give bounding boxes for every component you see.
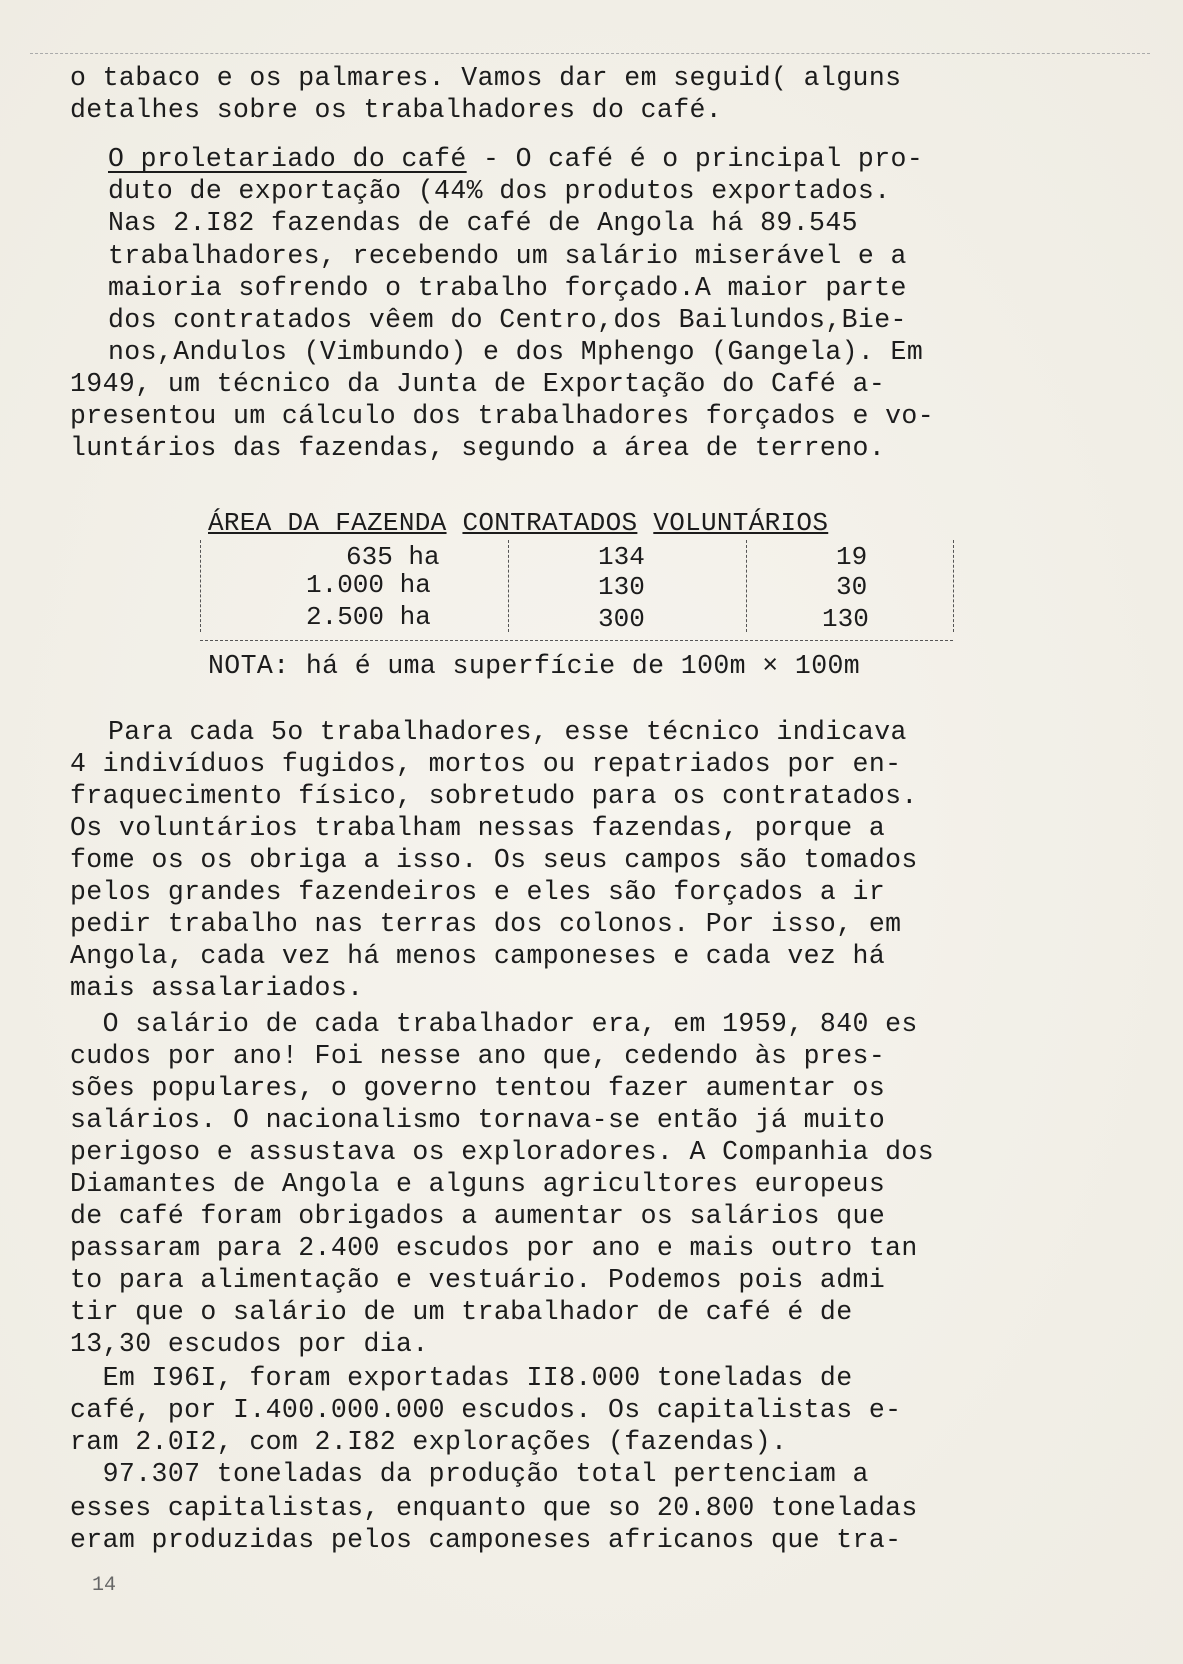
body-line-23: ram 2.0I2, com 2.I82 explorações (fazendas). — [70, 1427, 788, 1457]
table-left-border — [200, 540, 201, 632]
page-number: 14 — [92, 1574, 117, 1597]
cell-area-2: 1.000 ha — [306, 570, 431, 600]
text-line-1: o tabaco e os palmares. Vamos dar em seguid( alguns — [70, 63, 902, 93]
cell-contratados-1: 134 — [598, 542, 645, 572]
cell-voluntarios-3: 130 — [822, 604, 869, 634]
body-line-4: Os voluntários trabalham nessas fazendas, porque a — [70, 813, 886, 843]
text-line-5: duto de exportação (44% dos produtos exportados. — [108, 176, 891, 206]
body-line-25: esses capitalistas, enquanto que so 20.800 toneladas — [70, 1493, 918, 1523]
table-divider-1 — [508, 540, 509, 632]
text-line-6: Nas 2.I82 fazendas de café de Angola há 89.545 — [108, 208, 858, 238]
text-line-12: presentou um cálculo dos trabalhadores forçados e vo- — [70, 401, 935, 431]
table-right-border — [953, 540, 954, 632]
text-line-11: 1949, um técnico da Junta de Exportação do Café a- — [70, 369, 886, 399]
body-line-2: 4 indivíduos fugidos, mortos ou repatriados por en- — [70, 749, 902, 779]
col-header-contratados: CONTRATADOS — [462, 508, 638, 538]
body-line-10: O salário de cada trabalhador era, em 1959, 840 es — [70, 1009, 918, 1039]
table-note: NOTA: há é uma superfície de 100m × 100m — [208, 651, 861, 681]
section-heading: O proletariado do café — [108, 144, 467, 174]
section-heading-rest: - O café é o principal pro- — [466, 144, 924, 174]
table-divider-2 — [746, 540, 747, 632]
table-bottom-border — [200, 640, 953, 641]
cell-voluntarios-1: 19 — [836, 542, 868, 572]
body-line-11: cudos por ano! Foi nesse ano que, cedendo às pres- — [70, 1041, 886, 1071]
section-heading-line — [108, 143, 923, 175]
body-line-5: fome os os obriga a isso. Os seus campos são tomados — [70, 845, 918, 875]
cell-contratados-2: 130 — [598, 572, 645, 602]
body-line-15: Diamantes de Angola e alguns agricultores europeus — [70, 1169, 886, 1199]
body-line-17: passaram para 2.400 escudos por ano e mais outro tan — [70, 1233, 918, 1263]
cell-area-1: 635 ha — [346, 542, 440, 572]
top-edge-line — [30, 53, 1150, 54]
body-line-9: mais assalariados. — [70, 973, 364, 1003]
body-line-24: 97.307 toneladas da produção total pertenciam a — [70, 1459, 869, 1489]
body-line-22: café, por I.400.000.000 escudos. Os capitalistas e- — [70, 1395, 902, 1425]
body-line-1: Para cada 5o trabalhadores, esse técnico indicava — [108, 717, 907, 747]
body-line-20: 13,30 escudos por dia. — [70, 1329, 429, 1359]
cell-contratados-3: 300 — [598, 604, 645, 634]
col-header-voluntarios: VOLUNTÁRIOS — [653, 508, 829, 538]
body-line-16: de café foram obrigados a aumentar os salários que — [70, 1201, 886, 1231]
body-line-8: Angola, cada vez há menos camponeses e cada vez há — [70, 941, 886, 971]
body-line-13: salários. O nacionalismo tornava-se então já muito — [70, 1105, 886, 1135]
text-line-2: detalhes sobre os trabalhadores do café. — [70, 95, 723, 125]
text-line-13: luntários das fazendas, segundo a área de terreno. — [70, 433, 886, 463]
body-line-18: to para alimentação e vestuário. Podemos pois admi — [70, 1265, 886, 1295]
body-line-12: sões populares, o governo tentou fazer aumentar os — [70, 1073, 886, 1103]
body-line-19: tir que o salário de um trabalhador de café é de — [70, 1297, 853, 1327]
cell-area-3: 2.500 ha — [306, 602, 431, 632]
text-line-9: dos contratados vêem do Centro,dos Bailundos,Bie- — [108, 305, 907, 335]
body-line-7: pedir trabalho nas terras dos colonos. Por isso, em — [70, 909, 902, 939]
body-line-3: fraquecimento físico, sobretudo para os contratados. — [70, 781, 918, 811]
table-header — [208, 508, 828, 538]
text-line-7: trabalhadores, recebendo um salário miserável e a — [108, 241, 907, 271]
text-line-10: nos,Andulos (Vimbundo) e dos Mphengo (Gangela). Em — [108, 337, 924, 367]
body-line-14: perigoso e assustava os exploradores. A Companhia dos — [70, 1137, 935, 1167]
body-line-21: Em I96I, foram exportadas II8.000 toneladas de — [70, 1363, 853, 1393]
text-line-8: maioria sofrendo o trabalho forçado.A maior parte — [108, 273, 907, 303]
cell-voluntarios-2: 30 — [836, 572, 868, 602]
body-line-6: pelos grandes fazendeiros e eles são forçados a ir — [70, 877, 886, 907]
body-line-26: eram produzidas pelos camponeses africanos que tra- — [70, 1525, 902, 1555]
col-header-area: ÁREA DA FAZENDA — [208, 508, 447, 538]
